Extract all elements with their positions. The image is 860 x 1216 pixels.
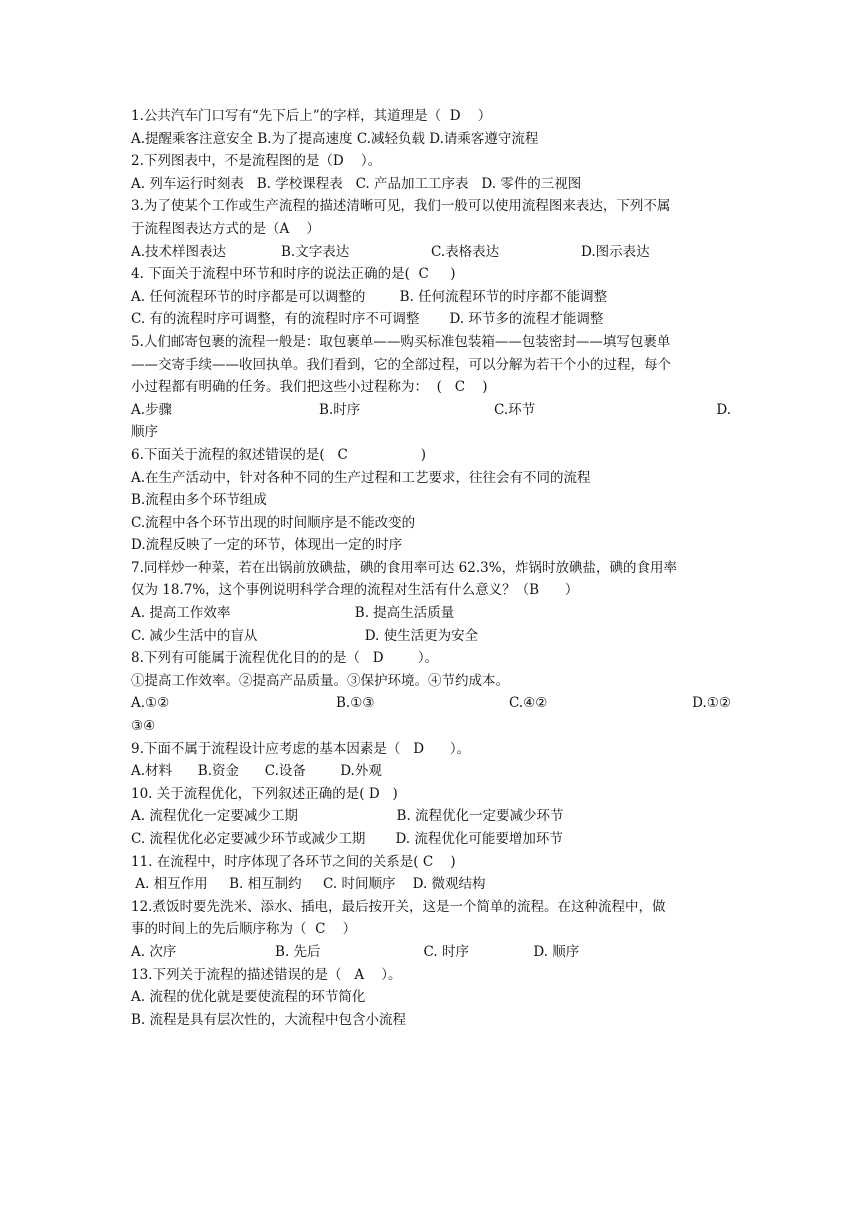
option-c: C.环节 [494,401,536,418]
option-a: A.步骤 [131,401,173,418]
question-2-stem: 2.下列图表中，不是流程图的是（D ）。 [131,153,382,170]
question-13-option-b: B. 流程是具有层次性的，大流程中包含小流程 [131,1011,407,1028]
question-6-stem: 6.下面关于流程的叙述错误的是( C ) [131,446,427,463]
question-5-stem-line-2: ——交寄手续——收回执单。我们看到，它的全部过程，可以分解为若干个小的过程，每个 [131,356,671,373]
question-10-stem: 10. 关于流程优化，下列叙述正确的是( D ) [131,785,398,802]
question-7-options-line-1: A. 提高工作效率 B. 提高生活质量 [131,605,455,622]
option-a: A.技术样图表达 [131,243,227,260]
question-6-option-b: B.流程由多个环节组成 [131,492,267,509]
question-7-stem-line-2: 仅为 18.7%，这个事例说明科学合理的流程对生活有什么意义？（B ） [131,582,579,599]
question-3-stem-line-2: 于流程图表达方式的是（A ） [131,220,320,237]
option-c: C.④② [509,695,548,712]
question-12-stem-line-2: 事的时间上的先后顺序称为（ C ） [131,921,357,938]
question-12-options: A. 次序 B. 先后 C. 时序 D. 顺序 [131,943,580,960]
question-4-options-line-1: A. 任何流程环节的时序都是可以调整的 B. 任何流程环节的时序都不能调整 [131,288,608,305]
option-d: D.图示表达 [581,243,650,260]
question-6-option-a: A.在生产活动中，针对各种不同的生产过程和工艺要求，往往会有不同的流程 [131,469,591,486]
question-5-stem-line-1: 5.人们邮寄包裹的流程一般是：取包裹单——购买标准包装箱——包装密封——填写包裹单 [131,333,671,350]
question-12-stem-line-1: 12.煮饭时要先洗米、添水、插电，最后按开关，这是一个简单的流程。在这种流程中，做 [131,898,666,915]
option-d: D. [716,401,731,418]
question-11-stem: 11. 在流程中，时序体现了各环节之间的关系是( C ) [131,853,456,870]
question-8-options [131,692,731,715]
question-4-options-line-2: C. 有的流程时序可调整，有的流程时序不可调整 D. 环节多的流程才能调整 [131,311,604,328]
question-10-options-line-2: C. 流程优化必定要减少环节或减少工期 D. 流程优化可能要增加环节 [131,831,563,847]
question-7-stem-line-1: 7.同样炒一种菜，若在出锅前放碘盐，碘的食用率可达 62.3%，炸锅时放碘盐，碘的食用率 [131,559,678,576]
question-10-options-line-1: A. 流程优化一定要减少工期 B. 流程优化一定要减少环节 [131,808,564,825]
question-1-options: A.提醒乘客注意安全 B.为了提高速度 C.减轻负载 D.请乘客遵守流程 [131,130,539,147]
question-8-option-d-wrap: ③④ [131,718,156,735]
question-3-stem-line-1: 3.为了使某个工作或生产流程的描述清晰可见，我们一般可以使用流程图来表达，下列不属 [131,198,671,215]
question-2-options: A. 列车运行时刻表 B. 学校课程表 C. 产品加工工序表 D. 零件的三视图 [131,175,582,192]
question-5-stem-line-3: 小过程都有明确的任务。我们把这些小过程称为： ( C ) [131,379,488,396]
question-8-stem-line-2: ①提高工作效率。②提高产品质量。③保护环境。④节约成本。 [131,672,509,689]
question-9-stem: 9.下面不属于流程设计应考虑的基本因素是（ D ）。 [131,740,471,757]
question-8-stem-line-1: 8.下列有可能属于流程优化目的的是（ D ）。 [131,650,439,667]
question-13-stem: 13.下列关于流程的描述错误的是（ A ）。 [131,966,402,983]
question-11-options: A. 相互作用 B. 相互制约 C. 时间顺序 D. 微观结构 [131,876,486,893]
option-b: B.①③ [336,695,375,712]
option-d: D.①② [692,695,731,712]
question-13-option-a: A. 流程的优化就是要使流程的环节简化 [131,989,366,1006]
question-7-options-line-2: C. 减少生活中的盲从 D. 使生活更为安全 [131,627,479,644]
option-b: B.文字表达 [281,243,350,260]
option-a: A.①② [131,695,170,712]
question-1-stem: 1.公共汽车门口写有“先下后上”的字样，其道理是（ D ） [131,108,492,124]
question-9-options: A.材料 B.资金 C.设备 D.外观 [131,763,382,780]
question-5-option-d-wrap: 顺序 [131,424,158,441]
option-c: C.表格表达 [431,243,500,260]
question-5-options [131,399,731,422]
question-list [131,105,731,1031]
question-6-option-d: D.流程反映了一定的环节，体现出一定的时序 [131,537,403,554]
question-6-option-c: C.流程中各个环节出现的时间顺序是不能改变的 [131,514,416,531]
question-3-options [131,241,731,264]
option-b: B.时序 [319,401,361,418]
question-4-stem: 4. 下面关于流程中环节和时序的说法正确的是( C ) [131,266,456,283]
